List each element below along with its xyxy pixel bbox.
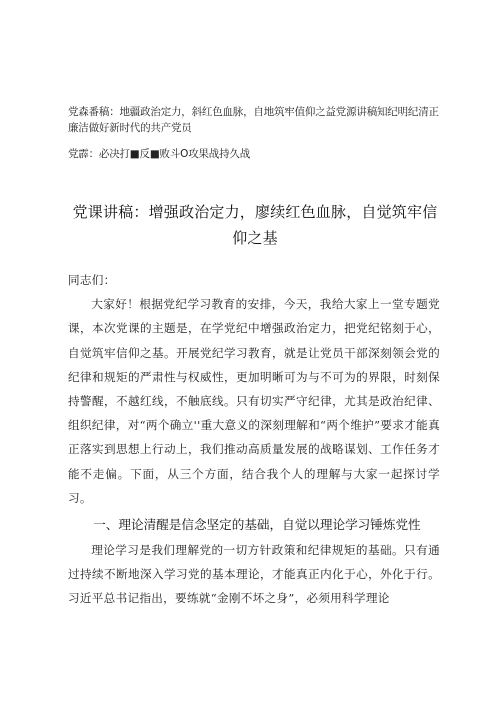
header-notes [68,104,448,162]
document-title: 党课讲稿：增强政治定力，廖续红色血脉，自觉筑牢信仰之基 [72,203,438,247]
header-note-1: 党森番稿：地疆政治定力，斜红色血脉，自地筑牢值仰之益党源讲稿知纪明纪清正廉洁做好新时代的共产党员 [68,106,439,134]
section-heading: 一、理论清醒是信念坚定的基础，自觉以理论学习锤炼党性 [93,517,421,533]
document-body [68,268,440,611]
section-paragraph: 理论学习是我们理解党的一切方针政策和纪律规矩的基础。只有通过持续不断地深入学习党的基本理论，才能真正内化于心，外化于行。习近平总书记指出，要练就“金刚不坏之身”，必须用科学理论 [68,543,440,606]
greeting: 同志们： [68,273,116,287]
intro-paragraph: 大家好！根据党纪学习教育的安排，今天，我给大家上一堂专题党课，本次党课的主题是，在学党纪中增强政治定力，把党纪铭刻于心，自觉筑牢信仰之基。开展党纪学习教育，就是让党员干部深刻领会党的纪律和规矩的严肃性与权威性，更加明晰可为与不可为的界限，时刻保持警醒，不越红线，不触底线。只有切实严守纪律，尤其是政治纪律、组织纪律，对“两个确立''重大意义的深刻理解和“两个维护”要求才能真正落实到思想上行动上，我们推动高质量发展的战略谋划、工作任务才能不走偏。下面，从三个方面，结合我个人的理解与大家一起探讨学习。 [68,297,440,505]
header-note-2: 党霹：必决打■反■败斗O攻果战持久战 [68,148,251,160]
